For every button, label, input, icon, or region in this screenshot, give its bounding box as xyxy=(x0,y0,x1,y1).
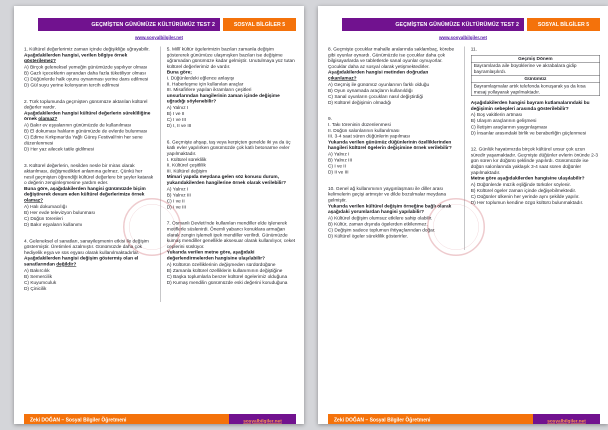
header-link[interactable]: www.sosyalbilgiler.net xyxy=(438,35,488,40)
option: D) Kültürel değişimin olmadığı xyxy=(328,99,392,106)
comparison-table xyxy=(471,55,600,96)
roman-items xyxy=(167,75,296,92)
option: D) Gül suyu yerine kolonyanın tercih edilmesi xyxy=(24,82,120,89)
question-4 xyxy=(24,238,153,291)
column-1 xyxy=(24,47,160,303)
option: A) Bakır ev eşyalarının günümüzde de kullanılması xyxy=(24,122,132,129)
option: B) Yalnız III xyxy=(166,192,191,198)
options xyxy=(328,152,457,176)
footer-link-box xyxy=(533,414,600,424)
option: A) Birçok geleneksel yemeğin günümüzde yapılıyor olması xyxy=(24,64,148,70)
header-link[interactable]: www.sosyalbilgiler.net xyxy=(134,35,184,40)
header-link-row xyxy=(318,33,608,42)
column-1 xyxy=(328,47,464,250)
option: D) Bakır eşyaların kullanımı xyxy=(24,221,83,228)
header-badge: SOSYAL BİLGİLER 5 xyxy=(223,18,296,31)
options xyxy=(167,105,296,129)
header-title: GEÇMİŞTEN GÜNÜMÜZE KÜLTÜRÜMÜZ TEST 2 xyxy=(342,18,524,31)
header-link-row xyxy=(14,33,304,42)
table-header-past: Geçmiş Dönem xyxy=(471,55,600,62)
question-2 xyxy=(24,99,153,152)
option: B) Zamanla kültürel özelliklerin kullanımının değiştiğine xyxy=(166,267,283,274)
options xyxy=(167,186,296,210)
option: C) İletişim araçlarının yaygınlaşması xyxy=(470,124,548,130)
question-number: 9. xyxy=(328,116,332,122)
roman-items xyxy=(328,122,457,139)
page-header xyxy=(342,18,600,31)
options xyxy=(471,112,600,136)
options xyxy=(471,182,600,206)
roman-items xyxy=(167,157,296,174)
option: A) Boş vakitlerin artması xyxy=(470,112,523,118)
column-2 xyxy=(464,47,600,250)
question-10 xyxy=(328,186,457,239)
question-text: 6. Geçmişte ahşap, taş veya kerpiçten genelde iki ya da üç katlı evler yapılırken günümüzde çok katlı betonarme evler yapılmaktadır. xyxy=(166,139,291,157)
option: C) I ve II xyxy=(166,198,185,204)
footer-link[interactable]: sosyalbilgiler.net xyxy=(547,418,586,424)
question-prompt: Yukarıda verilen günümüz düğünlerinin özelliklerinden hangileri kültürel ögelerin değişimine örnek verilebilir? xyxy=(328,139,452,151)
header-title: GEÇMİŞTEN GÜNÜMÜZE KÜLTÜRÜMÜZ TEST 2 xyxy=(38,18,220,31)
roman-item: I. Düğünlerdeki eğlence anlayışı xyxy=(166,75,235,81)
question-prompt: Aşağıdakilerden hangisi kültürel değerlerin sürekliliğine örnek olamaz? xyxy=(24,110,151,122)
options xyxy=(328,215,457,239)
question-12 xyxy=(471,147,600,206)
question-prompt: Metne göre aşağıdakilerden hangisine ulaşılabilir? xyxy=(470,175,585,182)
question-prompt: unsurlarından hangilerinin zaman içinde değişime uğradığı söylenebilir? xyxy=(166,92,280,105)
option: D) I, II ve III xyxy=(166,123,192,129)
option: C) Başka toplumlarla benzer kültürel ögelerimiz olduğuna xyxy=(166,273,288,280)
question-prompt: Aşağıdakilerden hangisi bayram kutlamalarındaki bu değişimin sebepleri arasında gösterilebilir? xyxy=(470,100,590,112)
question-text: 12. Günlük hayatımızda birçok kültürel unsur çok uzun süredir yaşamaktadır. Geçmişte düğünler evlerin önünde 2-3 gün süren kır düğünü şeklinde yapılırdı. Günümüzde ise düğün salonlarında yaklaşık 3-4 saat süren düğünler yapılmaktadır. xyxy=(470,146,599,176)
option: B) Kültürel ögeler zaman içinde değişebilmektedir. xyxy=(470,187,577,194)
option: D) Çinicilik xyxy=(24,285,47,292)
question-number: 11. xyxy=(470,46,478,52)
question-prompt: Buna göre, aşağıdakilerden hangisi günümüzde biçim değiştirerek devam eden kültürel değerlerimize örnek olamaz? xyxy=(24,185,146,204)
options xyxy=(24,123,153,153)
option: D) II ve III xyxy=(328,169,349,176)
option: C) I ve III xyxy=(166,117,187,123)
question-prompt: Mimari yapıda meydana gelen söz konusu durum, yukarıdakilerden hangilerine örnek olarak verilebilir? xyxy=(166,174,287,186)
option: D) Her yaz ailecek tatile gidilmesi xyxy=(24,146,94,152)
option: C) I ve II xyxy=(328,163,346,170)
column-2 xyxy=(160,47,296,303)
option: A) Bakırcılık xyxy=(24,267,50,274)
option: A) Halı dokumacılığı xyxy=(24,203,67,210)
question-text: 4. Geleneksel el sanatları, sanayileşmenin etkisi ile değişim göstermiştir. Üretimleri azalmıştır. Günümüzde daha çok hediyelik eşya ve süs eşyası olarak kullanılmaktadırlar. xyxy=(24,238,149,256)
question-3 xyxy=(24,163,153,228)
option: B) Kültür, zaman dışında ögelerden etkilenmez. xyxy=(328,221,428,227)
roman-item: I. Kültürel süreklilik xyxy=(166,156,207,163)
question-lead: Buna göre; xyxy=(166,69,192,76)
table-cell-today: Bayramlaşmalar artık telefonda konuşarak ya da kısa mesaj yollayarak yapılmaktadır. xyxy=(471,83,600,96)
option: B) Yalnız III xyxy=(328,157,353,164)
option: C) Edirne Kırkpınar'da Yağlı Güreş Festivali'nin her sene düzenlenmesi xyxy=(24,134,143,146)
options xyxy=(24,64,153,88)
question-11 xyxy=(471,47,600,137)
roman-item: III. Kültürel değişim xyxy=(166,168,208,174)
option: D) Kültürel ögeler süreklilik gösterirler. xyxy=(328,233,408,240)
option: D) Kumaş mendilin günümüzde eski değerini koruduğuna xyxy=(166,279,288,286)
question-text: 8. Geçmişte çocuklar mahalle aralarında saklambaç, körebe gibi oyunlar oynardı. Günümüzde ise çocuklar daha çok bilgisayarlarda ve tabletlerde sanal oyunlar oynuyorlar. Çocuklar daha az sosyal olarak yetişmektedirler. xyxy=(328,46,455,70)
worksheet-page-1 xyxy=(14,6,304,424)
option: C) Düğünlerde halk oyunu oynanması yerine dans edilmesi xyxy=(24,76,149,82)
option: A) Geçmiş ile günümüz oyunlarının farklı olduğu xyxy=(328,81,430,88)
footer-author: Zeki DOĞAN – Sosyal Bilgiler Öğretmeni xyxy=(24,414,229,424)
footer-author: Zeki DOĞAN – Sosyal Bilgiler Öğretmeni xyxy=(328,414,533,424)
option: C) Değişim sadece toplumun ihtiyaçlarından doğar. xyxy=(328,227,436,234)
question-text: 3. Kültürel değerlerin, nesilden nesle bir miras olarak aktarılması, değişmedikleri anlamına gelmez. Çünkü her nesil geçmişten öğrendiği kültürel değerlere bir şeyler katarak o değerin zenginleşmesine yardım eder. xyxy=(24,162,154,186)
page-columns xyxy=(24,47,296,303)
option: C) Düğünler ülkenin her yerinde aynı şekilde yapılır. xyxy=(470,193,580,200)
question-prompt: Yukarıda verilen metne göre, aşağıdaki değerlendirmelerden hangisine ulaşılabilir? xyxy=(166,249,265,261)
question-prompt: Yukarıda verilen kültürel değişim örneğine bağlı olarak aşağıdaki yorumlardan hangisi yapılabilir? xyxy=(328,203,452,215)
question-7 xyxy=(167,221,296,286)
question-prompt: Aşağıdakilerden hangisi, verilen bilgiye örnek gösterilemez? xyxy=(24,52,128,64)
footer-link[interactable]: sosyalbilgiler.net xyxy=(243,418,282,424)
option: B) Ulaşım araçlarının gelişmesi xyxy=(470,118,537,124)
option: A) Düğünlerde müzik eşliğinde türküler söylenir. xyxy=(470,181,572,188)
options xyxy=(24,204,153,228)
options xyxy=(24,268,153,292)
question-prompt: Aşağıdakilerden hangisi metinden doğrudan çıkarılamaz? xyxy=(328,69,429,81)
option: C) Sanal oyunların çocukları nasıl değiştirdiği xyxy=(328,93,424,100)
question-6 xyxy=(167,139,296,210)
question-9 xyxy=(328,116,457,175)
page-footer xyxy=(24,414,296,424)
footer-link-box xyxy=(229,414,296,424)
roman-item: III. Misafirlere yapılan ikramların çeşitleri xyxy=(166,87,252,93)
question-8 xyxy=(328,47,457,106)
worksheet-page-2 xyxy=(318,6,608,424)
question-5 xyxy=(167,47,296,129)
option: D) Her toplumun kendine özgü kültürü bulunmaktadır. xyxy=(470,200,584,206)
option: C) Düğün törenleri xyxy=(24,215,63,222)
options xyxy=(328,82,457,106)
roman-item: III. 3-4 saat süren düğünlerin yapılması xyxy=(328,133,411,140)
option: A) Yalnız I xyxy=(166,186,189,192)
question-text: 2. Türk toplumunda geçmişten günümüze aktarılan kültürel değerler vardır. xyxy=(24,98,148,111)
header-badge: SOSYAL BİLGİLER 5 xyxy=(527,18,600,31)
roman-item: II. Düğün salonlarının kullanılması xyxy=(328,127,400,134)
question-text: 7. Osmanlı Devleti'nde kullanılan mendiller elde işlenerek motiflerle süslenirdi. Önemli yabancı konuklara armağan olarak zengin işlemeli ipek mendiller verilirdi. Günümüzde kumaş mendiller genellikle aksesuar olarak kullanılıyor, ceket ceplerini süslüyor. xyxy=(166,220,296,250)
question-1 xyxy=(24,47,153,89)
roman-item: II. Kültürel çeşitlilik xyxy=(166,162,206,169)
option: B) Oyun oynamada araçların kullanıldığı xyxy=(328,87,413,94)
option: D) I ve III xyxy=(166,204,187,210)
option: B) I ve II xyxy=(166,111,185,117)
option: A) Kültürün özelliklerinin değişmeden sürdürdüğüne xyxy=(166,261,276,268)
option: C) Kuyumculuk xyxy=(24,279,57,286)
question-text: 10. Genel ağ kullanımının yaygınlaşması ile diller arası kelimelerin geçişi artmıştır ve dilde bozulmalar meydana gelmiştir. xyxy=(328,185,447,204)
table-cell-past: Bayramlarda aile büyüklerine ve akrabalara gidip bayramlaşılırdı. xyxy=(471,62,600,75)
option: D) İnsanlar arasındaki birlik ve beraberliğin güçlenmesi xyxy=(470,130,587,136)
option: A) Yalnız I xyxy=(328,151,350,157)
roman-item: I. Takı töreninin düzenlenmesi xyxy=(328,122,391,128)
question-prompt: Aşağıdakilerden hangisi değişim göstermiş olan el sanatlarından değildir? xyxy=(24,255,139,267)
options xyxy=(167,262,296,286)
option: A) Yalnız I xyxy=(166,104,189,111)
option: B) Her evde televizyon bulunması xyxy=(24,209,96,216)
page-header xyxy=(38,18,296,31)
roman-item: II. Haberleşme için kullanılan araçlar xyxy=(166,81,244,87)
option: B) El dokuması halıların günümüzde de evlerde bulunması xyxy=(24,128,148,135)
question-text: 1. Kültürel değerlerimiz zaman içinde değişikliğe uğrayabilir. xyxy=(24,46,150,52)
option: B) Gazlı içeceklerin ayrandan daha fazla tüketiliyor olması xyxy=(24,70,146,76)
option: A) Kültürel değişim olumsuz etkilere sahip olabilir. xyxy=(328,215,433,221)
table-header-today: Günümüz xyxy=(471,75,600,82)
option: B) Semercilik xyxy=(24,273,52,280)
page-footer xyxy=(328,414,600,424)
question-text: 5. Millî kültür ögelerimizin bazıları zamanla değişim göstererek günümüze ulaşmışken bazıları ise değişime uğramadan günümüze kadar gelmiştir. Unutulmaya yüz tutan kültürel değerlerimiz de vardır. xyxy=(166,46,295,70)
page-columns xyxy=(328,47,600,250)
